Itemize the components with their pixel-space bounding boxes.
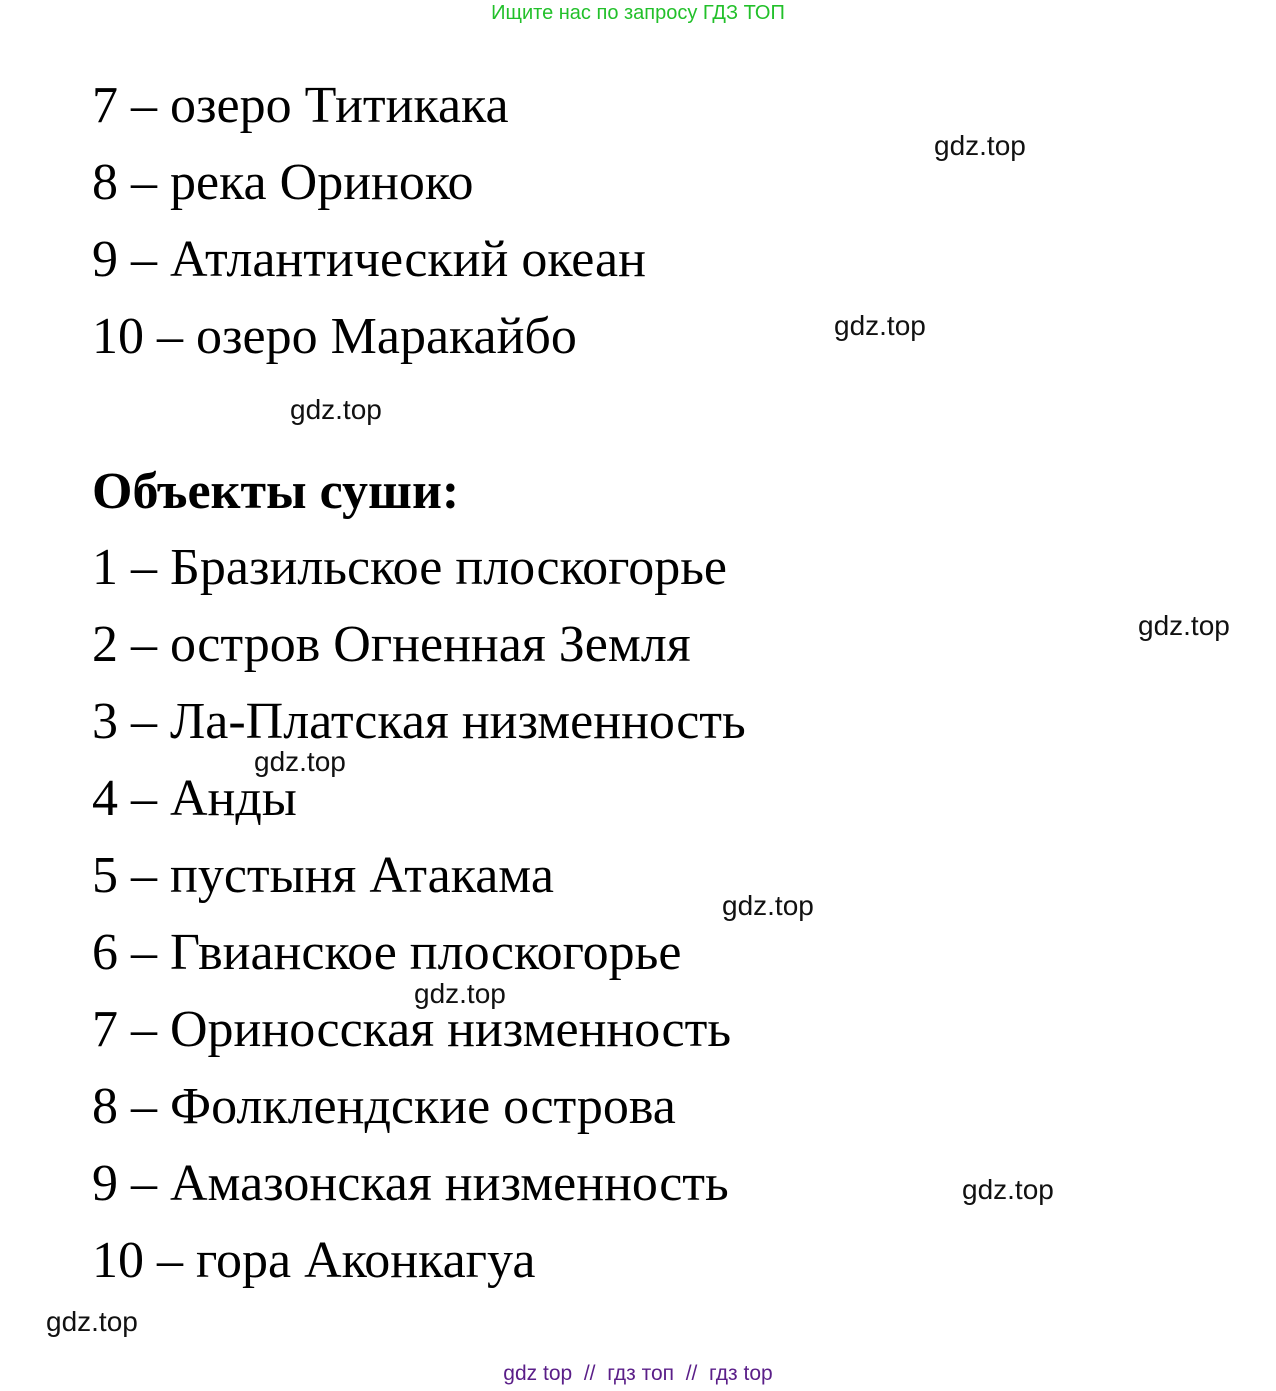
watermark: gdz.top <box>934 130 1026 161</box>
watermark: gdz.top <box>962 1174 1054 1205</box>
list-item: 6 – Гвианское плоскогорье <box>92 924 682 981</box>
watermark: gdz.top <box>722 890 814 921</box>
watermark: gdz.top <box>834 310 926 341</box>
section-heading-land: Объекты суши: <box>92 463 460 520</box>
footer-watermark: gdz top // гдз топ // гдз top <box>503 1362 773 1385</box>
list-item: 10 – гора Аконкагуа <box>92 1232 536 1289</box>
list-item: 8 – река Ориноко <box>92 154 474 211</box>
list-item: 9 – Амазонская низменность <box>92 1155 729 1212</box>
list-item: 7 – озеро Титикака <box>92 77 509 134</box>
list-item: 4 – Анды <box>92 770 297 827</box>
list-item: 1 – Бразильское плоскогорье <box>92 539 727 596</box>
watermark: gdz.top <box>1138 610 1230 641</box>
watermark: gdz.top <box>46 1306 138 1337</box>
list-item: 9 – Атлантический океан <box>92 231 646 288</box>
watermark: gdz.top <box>290 394 382 425</box>
list-item: 10 – озеро Маракайбо <box>92 308 577 365</box>
watermark: gdz.top <box>254 746 346 777</box>
list-item: 8 – Фолклендские острова <box>92 1078 676 1135</box>
watermark: gdz.top <box>414 978 506 1009</box>
list-item: 3 – Ла-Платская низменность <box>92 693 746 750</box>
list-item: 5 – пустыня Атакама <box>92 847 554 904</box>
list-item: 2 – остров Огненная Земля <box>92 616 691 673</box>
list-item: 7 – Ориносская низменность <box>92 1001 732 1058</box>
top-banner: Ищите нас по запросу ГДЗ ТОП <box>491 2 785 24</box>
